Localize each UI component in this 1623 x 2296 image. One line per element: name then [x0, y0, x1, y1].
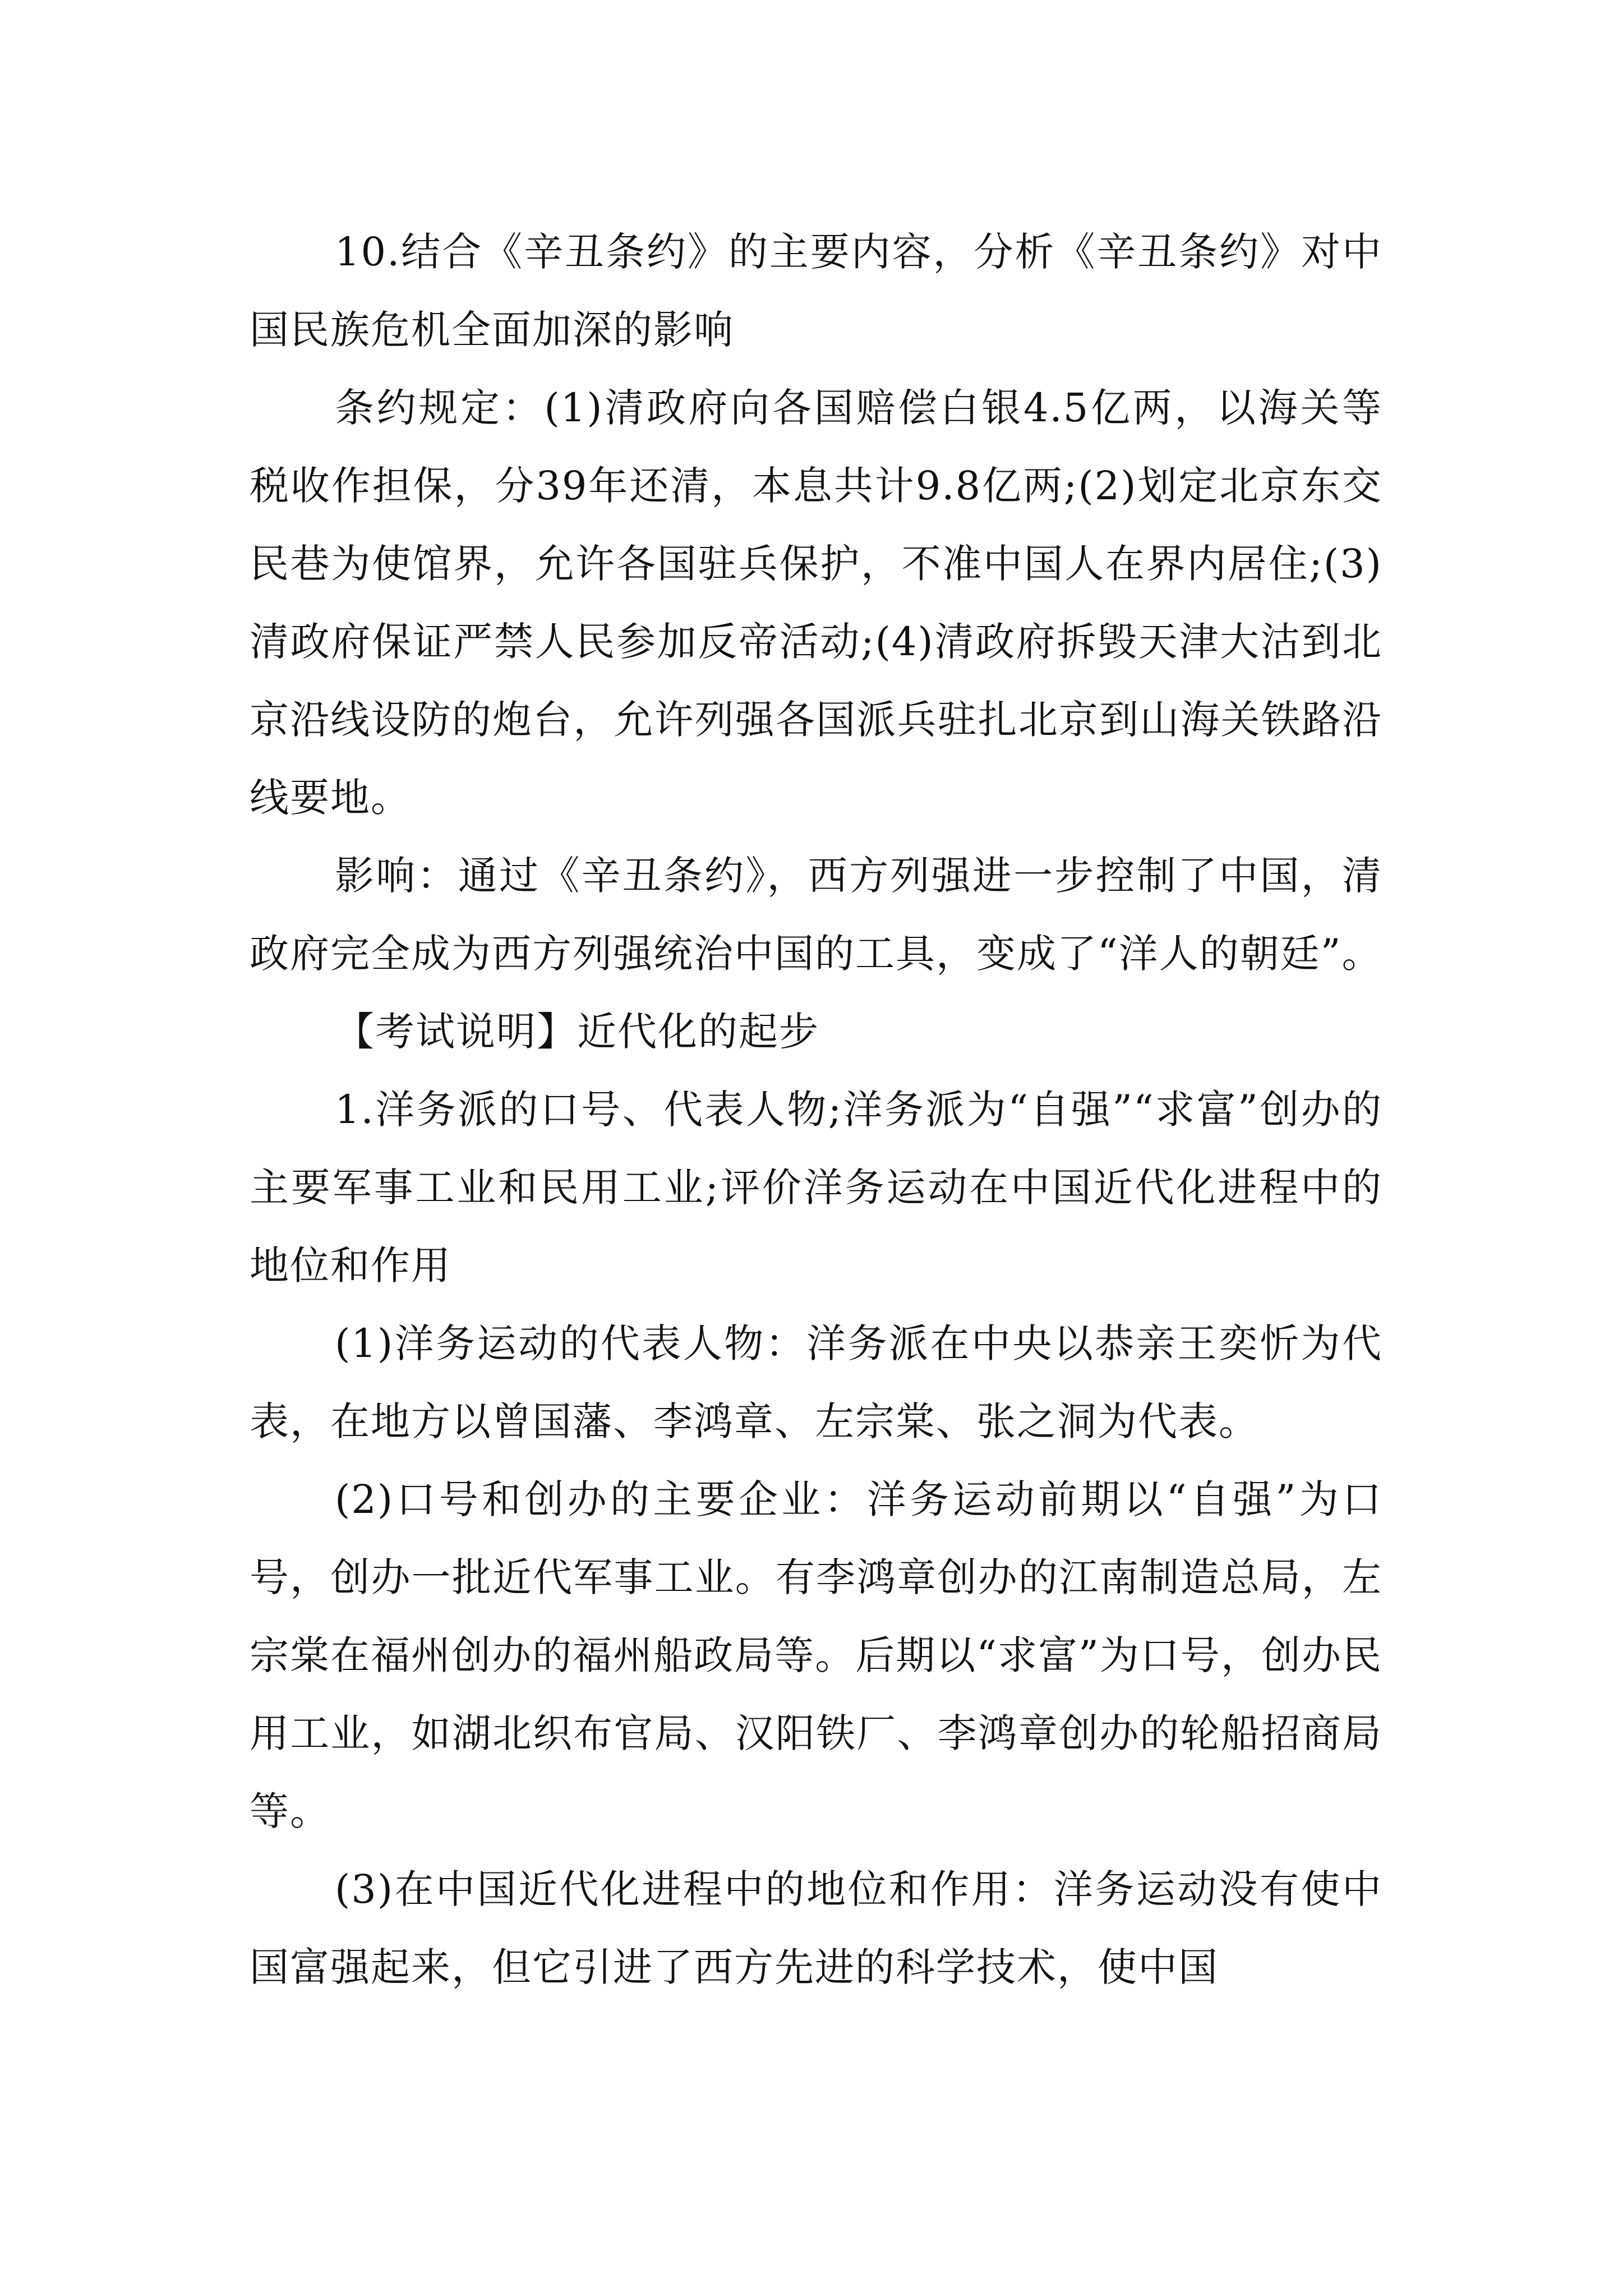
slogans-enterprises-paragraph: (2)口号和创办的主要企业：洋务运动前期以“自强”为口号，创办一批近代军事工业。有李鸿章创办的江南制造总局，左宗棠在福州创办的福州船政局等。后期以“求富”为口号，创办民用工业，如湖北织布官局、汉阳铁厂、李鸿章创办的轮船招商局等。 [250, 1476, 1382, 1834]
treaty-terms-paragraph: 条约规定：(1)清政府向各国赔偿白银4.5亿两，以海关等税收作担保，分39年还清，本息共计9.8亿两;(2)划定北京东交民巷为使馆界，允许各国驻兵保护，不准中国人在界内居住;(3)清政府保证严禁人民参加反帝活动;(4)清政府拆毁天津大沽到北京沿线设防的炮台，允许列强各国派兵驻扎北京到山海关铁路沿线要地。 [250, 385, 1382, 821]
document-body [250, 213, 1382, 2007]
question-10-heading: 10.结合《辛丑条约》的主要内容，分析《辛丑条约》对中国民族危机全面加深的影响 [250, 229, 1382, 353]
status-role-paragraph: (3)在中国近代化进程中的地位和作用：洋务运动没有使中国富强起来，但它引进了西方先进的科学技术，使中国 [250, 1866, 1382, 1990]
exam-section-heading: 【考试说明】近代化的起步 [335, 1009, 819, 1055]
item-1-heading: 1.洋务派的口号、代表人物;洋务派为“自强”“求富”创办的主要军事工业和民用工业;评价洋务运动在中国近代化进程中的地位和作用 [250, 1087, 1382, 1289]
representatives-paragraph: (1)洋务运动的代表人物：洋务派在中央以恭亲王奕忻为代表，在地方以曾国藩、李鸿章、左宗棠、张之洞为代表。 [250, 1320, 1382, 1444]
treaty-impact-paragraph: 影响：通过《辛丑条约》，西方列强进一步控制了中国，清政府完全成为西方列强统治中国的工具，变成了“洋人的朝廷”。 [250, 853, 1382, 977]
